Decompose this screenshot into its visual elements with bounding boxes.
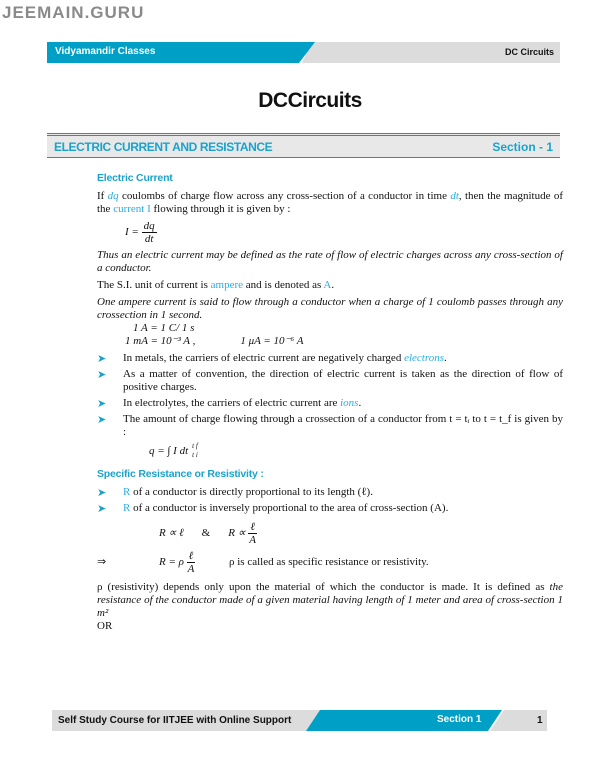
definition-italic: Thus an electric current may be defined as the rate of flow of electric charges across any cross-section of a conductor. xyxy=(97,249,563,274)
list-item: ➤ As a matter of convention, the direction of electric current is taken as the direction of flow of positive charges. xyxy=(97,368,563,393)
list-item: ➤ R of a conductor is inversely proportional to the area of cross-section (A). xyxy=(97,502,449,515)
chapter-name: DC Circuits xyxy=(504,47,554,57)
publisher-name: Vidyamandir Classes xyxy=(55,46,156,57)
list-item: ➤ R of a conductor is directly proportional to its length (ℓ). xyxy=(97,486,373,499)
equation-integral: q = ∫ I dt t f t i xyxy=(149,442,198,459)
section-title: ELECTRIC CURRENT AND RESISTANCE xyxy=(54,140,273,154)
equation-ampere: 1 A = 1 C/ 1 s xyxy=(133,322,195,334)
paragraph-definition: If dq coulombs of charge flow across any cross-section of a conductor in time dt, then the magnitude of the current I flowing through it is given by : xyxy=(97,190,563,215)
arrow-bullet-icon: ➤ xyxy=(97,368,107,381)
equation-units: 1 mA = 10⁻³ A , 1 μA = 10⁻⁶ A xyxy=(125,335,304,347)
heading-resistivity: Specific Resistance or Resistivity : xyxy=(97,468,264,480)
equation-current: I = $\frac{dq}{dt}$ xyxy=(125,220,155,245)
ampere-definition: One ampere current is said to flow through a conductor when a charge of 1 coulomb passes through any crossection in 1 second. xyxy=(97,296,563,321)
content xyxy=(97,172,563,633)
si-unit: The S.I. unit of current is ampere and is denoted as A. xyxy=(97,279,335,291)
resistivity-definition: ρ (resistivity) depends only upon the material of which the conductor is made. It is defined as the resistance of the conductor made of a given material having length of 1 meter and area of cross-section 1 m² xyxy=(97,581,563,619)
footer-course: Self Study Course for IITJEE with Online Support xyxy=(58,715,292,726)
arrow-bullet-icon: ➤ xyxy=(97,352,107,365)
list-item: ➤ The amount of charge flowing through a crossection of a conductor from t = tᵢ to t = t_f is given by : xyxy=(97,413,563,438)
list-item: ➤ In metals, the carriers of electric current are negatively charged electrons. xyxy=(97,352,447,365)
integral-limits: t f t i xyxy=(192,442,198,459)
or-text: OR xyxy=(97,620,113,632)
footer-section: Section 1 xyxy=(437,714,482,725)
section-bar xyxy=(47,133,560,158)
page-title: DCCircuits xyxy=(258,89,362,112)
equation-resistivity: ⇒ R = ρ $\frac{\text{ℓ}}{A}$ ρ is called as specific resistance or resistivity. xyxy=(97,550,429,575)
page-header xyxy=(47,42,560,63)
section-label: Section - 1 xyxy=(492,140,553,154)
list-item: ➤ In electrolytes, the carriers of electric current are ions. xyxy=(97,397,362,410)
heading-electric-current: Electric Current xyxy=(97,172,173,184)
equation-proportional: R ∝ ℓ & R ∝ $\frac{\text{ℓ}}{A}$ xyxy=(159,521,256,546)
arrow-bullet-icon: ➤ xyxy=(97,486,107,499)
page-footer xyxy=(52,710,547,731)
arrow-bullet-icon: ➤ xyxy=(97,397,107,410)
arrow-bullet-icon: ➤ xyxy=(97,502,107,515)
page-number: 1 xyxy=(537,715,543,726)
watermark: JEEMAIN.GURU xyxy=(2,3,145,22)
arrow-bullet-icon: ➤ xyxy=(97,413,107,426)
